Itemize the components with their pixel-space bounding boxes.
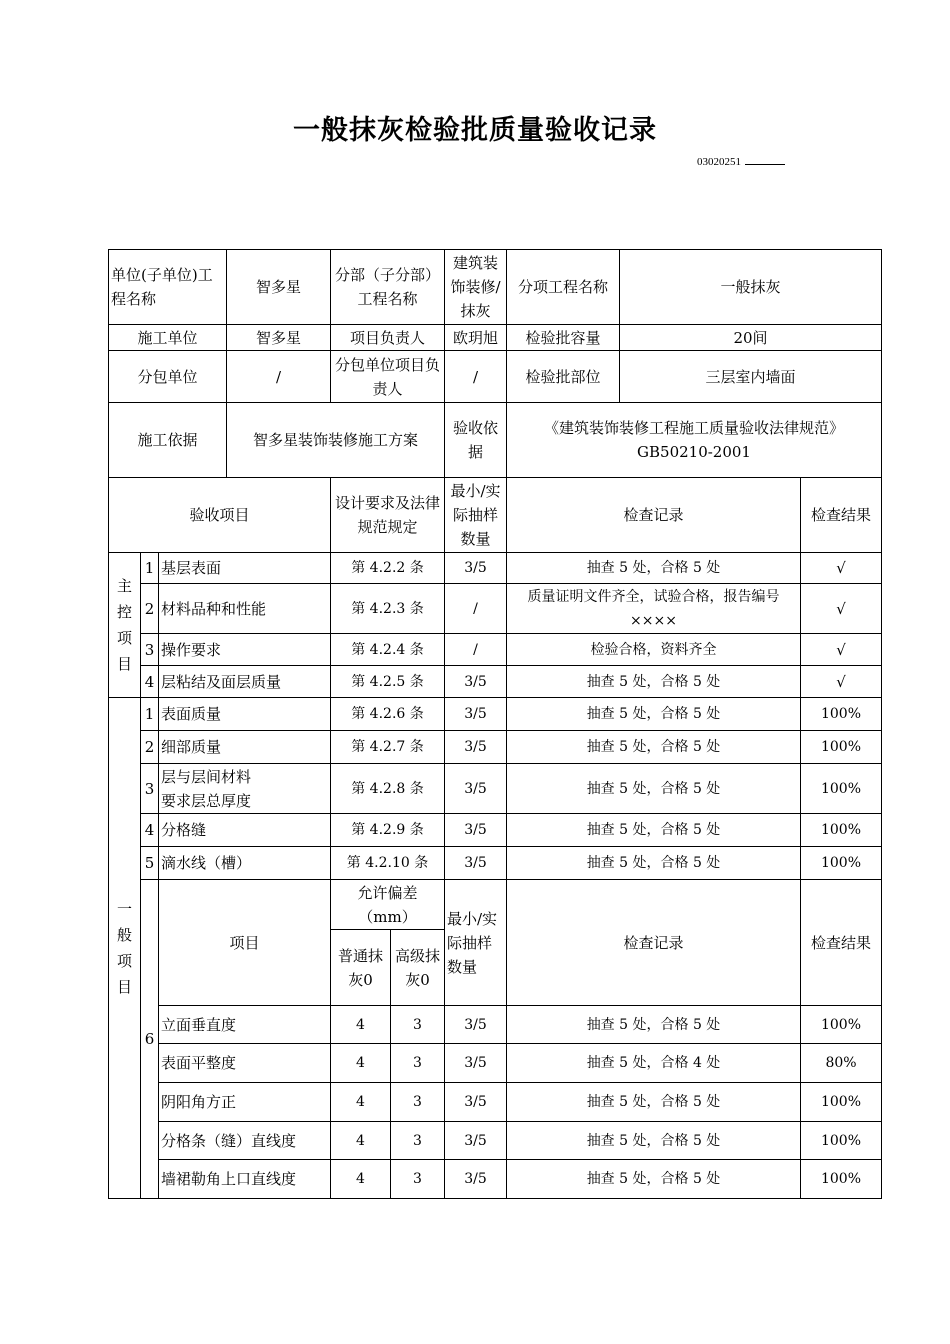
row-min: 3/5: [445, 1044, 507, 1083]
row-ordinary: 4: [331, 1122, 391, 1160]
row-advanced: 3: [391, 1122, 445, 1160]
row-req: 第 4.2.6 条: [331, 698, 445, 731]
col-min: 最小/实际抽样数量: [445, 478, 507, 553]
row-name: 操作要求: [159, 634, 331, 666]
row-ordinary: 4: [331, 1083, 391, 1122]
dev-item-label: 项目: [159, 880, 331, 1006]
row-min: 3/5: [445, 553, 507, 584]
row-number: 3: [141, 764, 159, 814]
table-row: [109, 666, 882, 698]
dev-result-label: 检查结果: [801, 880, 882, 1006]
row-number: 2: [141, 731, 159, 764]
pm-value: 欧玥旭: [445, 325, 507, 351]
row-record: 抽查 5 处，合格 4 处: [507, 1044, 801, 1083]
general-items-label: 一 般 项 目: [109, 698, 141, 1199]
row-name: 立面垂直度: [159, 1006, 331, 1044]
row-number: 2: [141, 584, 159, 634]
row-advanced: 3: [391, 1083, 445, 1122]
row-min: /: [445, 584, 507, 634]
row-advanced: 3: [391, 1160, 445, 1199]
row-min: 3/5: [445, 1160, 507, 1199]
row-req: 第 4.2.2 条: [331, 553, 445, 584]
dev-record-label: 检查记录: [507, 880, 801, 1006]
row-result: 100%: [801, 764, 882, 814]
page-title: 一般抹灰检验批质量验收记录: [293, 115, 657, 146]
row-result: √: [801, 584, 882, 634]
row-name: 基层表面: [159, 553, 331, 584]
unit-label: 单位(子单位)工程名称: [109, 250, 227, 325]
row-name: 细部质量: [159, 731, 331, 764]
sub-pm-label: 分包单位项目负责人: [331, 351, 445, 403]
row-req: 第 4.2.8 条: [331, 764, 445, 814]
row-name-line-2: 要求层总厚度: [161, 791, 252, 810]
sub-label: 分包单位: [109, 351, 227, 403]
sub-pm-value: /: [445, 351, 507, 403]
acc-basis-label: 验收依据: [445, 403, 507, 478]
row-advanced: 3: [391, 1044, 445, 1083]
col-result: 检查结果: [801, 478, 882, 553]
row-advanced: 3: [391, 1006, 445, 1044]
row-name: 材料品种和性能: [159, 584, 331, 634]
col-record: 检查记录: [507, 478, 801, 553]
row-min: 3/5: [445, 698, 507, 731]
acc-basis-value: [507, 403, 882, 478]
header-row-basis: [109, 403, 882, 478]
division-value: 建筑装饰装修/抹灰: [445, 250, 507, 325]
table-row: [109, 1044, 882, 1083]
row-name: 滴水线（槽）: [159, 847, 331, 880]
unit-value: 智多星: [227, 250, 331, 325]
table-row: [109, 764, 882, 814]
table-row: [109, 1122, 882, 1160]
row-name: 分格缝: [159, 814, 331, 847]
row-result: √: [801, 553, 882, 584]
part-label: 检验批部位: [507, 351, 620, 403]
dev-min-label: 最小/实际抽样数量: [445, 880, 507, 1006]
row-name: 表面质量: [159, 698, 331, 731]
row-number: 5: [141, 847, 159, 880]
row-min: 3/5: [445, 731, 507, 764]
table-row: [109, 698, 882, 731]
table-row: [109, 1160, 882, 1199]
col-req: 设计要求及法律规范规定: [331, 478, 445, 553]
row-result: √: [801, 666, 882, 698]
acc-basis-standard-code: GB50210-2001: [637, 443, 751, 461]
row-req: 第 4.2.5 条: [331, 666, 445, 698]
row-result: 100%: [801, 698, 882, 731]
row-number: 1: [141, 553, 159, 584]
item-value: 一般抹灰: [620, 250, 882, 325]
row-min: 3/5: [445, 1083, 507, 1122]
row-record: 抽查 5 处，合格 5 处: [507, 698, 801, 731]
acc-basis-standard-name: 《建筑装饰装修工程施工质量验收法律规范》: [543, 419, 844, 437]
form-code-number: 03020251: [697, 156, 741, 168]
row-record: 质量证明文件齐全，试验合格，报告编号××××: [507, 584, 801, 634]
table-row: [109, 1083, 882, 1122]
capacity-value: 20间: [620, 325, 882, 351]
row-result: 100%: [801, 1006, 882, 1044]
row-req: 第 4.2.3 条: [331, 584, 445, 634]
row-req: 第 4.2.4 条: [331, 634, 445, 666]
row-result: 100%: [801, 847, 882, 880]
row-req: 第 4.2.9 条: [331, 814, 445, 847]
row-number: 4: [141, 666, 159, 698]
form-code-blank: [745, 155, 785, 165]
row-result: 100%: [801, 814, 882, 847]
header-row-project: [109, 250, 882, 325]
row-record: 抽查 5 处，合格 5 处: [507, 847, 801, 880]
row-record: 抽查 5 处，合格 5 处: [507, 553, 801, 584]
row-name: 分格条（缝）直线度: [159, 1122, 331, 1160]
table-row: [109, 584, 882, 634]
row-min: 3/5: [445, 666, 507, 698]
row-record: 抽查 5 处，合格 5 处: [507, 731, 801, 764]
row-min: 3/5: [445, 1122, 507, 1160]
basis-label: 施工依据: [109, 403, 227, 478]
header-row-contractor: [109, 325, 882, 351]
dev-advanced-label: 高级抹灰0: [391, 930, 445, 1006]
inspection-table: [108, 249, 882, 1199]
row-result: 100%: [801, 1160, 882, 1199]
row-record: 抽查 5 处，合格 5 处: [507, 1083, 801, 1122]
row-number: 4: [141, 814, 159, 847]
row-min: 3/5: [445, 764, 507, 814]
row-number: 3: [141, 634, 159, 666]
table-row: [109, 553, 882, 584]
dev-ordinary-label: 普通抹灰0: [331, 930, 391, 1006]
table-row: [109, 847, 882, 880]
row-ordinary: 4: [331, 1006, 391, 1044]
deviation-header-row: [109, 880, 882, 930]
row-min: 3/5: [445, 847, 507, 880]
row-name: 层粘结及面层质量: [159, 666, 331, 698]
table-row: [109, 814, 882, 847]
row-record: 抽查 5 处，合格 5 处: [507, 1006, 801, 1044]
row-record: 抽查 5 处，合格 5 处: [507, 666, 801, 698]
row-name: 阴阳角方正: [159, 1083, 331, 1122]
item-label: 分项工程名称: [507, 250, 620, 325]
row-name: 墙裙勒角上口直线度: [159, 1160, 331, 1199]
row-name-line-1: 层与层间材料: [161, 767, 252, 786]
division-label: 分部（子分部）工程名称: [331, 250, 445, 325]
contractor-label: 施工单位: [109, 325, 227, 351]
row-min: /: [445, 634, 507, 666]
row-record: 抽查 5 处，合格 5 处: [507, 814, 801, 847]
row-result: 100%: [801, 731, 882, 764]
contractor-value: 智多星: [227, 325, 331, 351]
form-code: [697, 155, 785, 168]
row-result: √: [801, 634, 882, 666]
sub-value: /: [227, 351, 331, 403]
basis-value: 智多星装饰装修施工方案: [227, 403, 445, 478]
dev-tol-label: 允许偏差（mm）: [331, 880, 445, 930]
header-row-subcontractor: [109, 351, 882, 403]
row-req: 第 4.2.10 条: [331, 847, 445, 880]
row-ordinary: 4: [331, 1044, 391, 1083]
row-result: 100%: [801, 1083, 882, 1122]
row-req: 第 4.2.7 条: [331, 731, 445, 764]
row-ordinary: 4: [331, 1160, 391, 1199]
main-items-label: 主 控 项 目: [109, 553, 141, 698]
table-row: [109, 634, 882, 666]
part-value: 三层室内墙面: [620, 351, 882, 403]
row-min: 3/5: [445, 1006, 507, 1044]
table-row: [109, 731, 882, 764]
row-number: 6: [141, 880, 159, 1199]
row-record: 检验合格，资料齐全: [507, 634, 801, 666]
row-record: 抽查 5 处，合格 5 处: [507, 1122, 801, 1160]
row-number: 1: [141, 698, 159, 731]
row-result: 80%: [801, 1044, 882, 1083]
col-item: 验收项目: [109, 478, 331, 553]
capacity-label: 检验批容量: [507, 325, 620, 351]
row-record: 抽查 5 处，合格 5 处: [507, 1160, 801, 1199]
row-name: [159, 764, 331, 814]
row-result: 100%: [801, 1122, 882, 1160]
row-min: 3/5: [445, 814, 507, 847]
column-header-row: [109, 478, 882, 553]
row-name: 表面平整度: [159, 1044, 331, 1083]
table-row: [109, 1006, 882, 1044]
row-record: 抽查 5 处，合格 5 处: [507, 764, 801, 814]
pm-label: 项目负责人: [331, 325, 445, 351]
